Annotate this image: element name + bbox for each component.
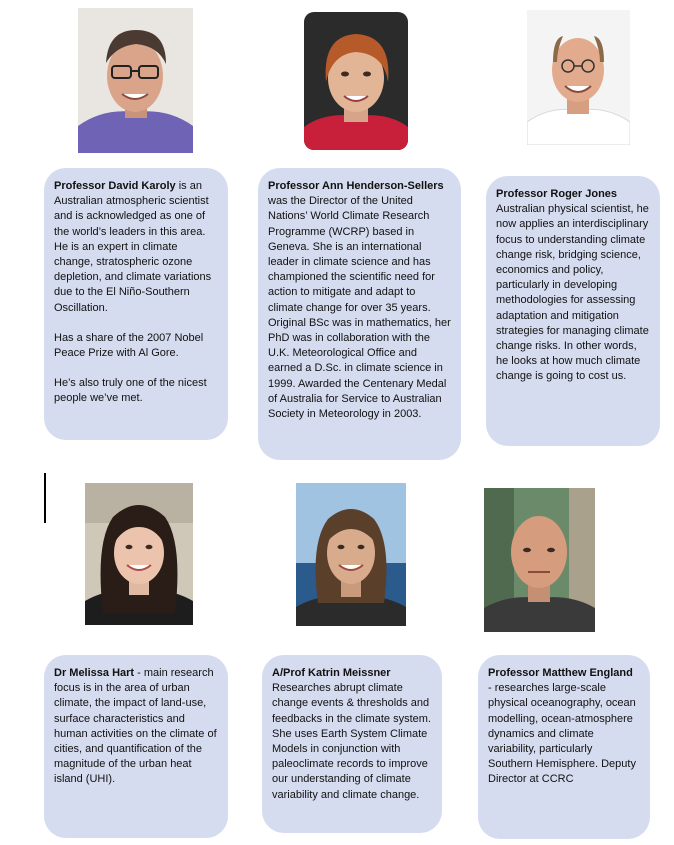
person-bio: was the Director of the United Nations’ World Climate Research Programme (WCRP) based in Geneva. She is an international leader in climate science and has championed the scientific need for action to mitigate and adapt to climate change for over 35 years. Original BSc was in mathematics, her PhD was in collaboration with the U.K. Meteorological Office and earned a D.Sc. in climate science in 1999. Awarded the Centenary Medal of Australia for Service to Australian Society in Meteorology in 2003.	[268, 195, 451, 421]
person-name: Professor Ann Henderson-Sellers	[268, 180, 444, 192]
bio-card-david-karoly	[44, 168, 228, 440]
person-bio: Australian physical scientist, he now applies an interdisciplinary focus to understanding climate change risk, bridging science, economics and policy, particularly in developing methodologies for assessing adaptation and mitigation strategies for managing climate change risks. In other words, he looks at how much climate change is going to cost us.	[496, 203, 649, 383]
portrait-woman-dark-hair-icon	[85, 483, 193, 625]
person-bio: - main research focus is in the area of urban climate, the impact of land-use, surface characteristics and human activities on the climate of cities, and quantification of the magnitude of the urban heat island (UHI).	[54, 667, 217, 786]
person-extra: Has a share of the 2007 Nobel Peace Prize with Al Gore.	[54, 331, 204, 360]
photo-matthew-england	[484, 488, 595, 632]
person-bio: is an Australian atmospheric scientist and is acknowledged as one of the world’s leaders in this area. He is an expert in climate change, stratospheric ozone depletion, and climate variations due to the El Niño-Southern Oscillation.	[54, 180, 212, 314]
person-name: Professor David Karoly	[54, 180, 176, 192]
text-cursor	[44, 473, 46, 523]
photo-katrin-meissner	[296, 483, 406, 626]
person-name: Professor Roger Jones	[496, 188, 618, 200]
photo-melissa-hart	[85, 483, 193, 625]
portrait-woman-ocean-icon	[296, 483, 406, 626]
portrait-woman-short-hair-icon	[304, 12, 408, 150]
person-bio: Researches abrupt climate change events & thresholds and feedbacks in the climate system. She uses Earth System Climate Models in conjunction with paleoclimate records to improve our understanding of climate variability and climate change.	[272, 682, 431, 801]
bio-card-roger-jones	[486, 176, 660, 446]
photo-ann-henderson-sellers	[304, 12, 408, 150]
bio-card-katrin-meissner	[262, 655, 442, 833]
portrait-man-white-shirt-icon	[527, 10, 630, 145]
bio-card-melissa-hart	[44, 655, 228, 838]
person-extra: He’s also truly one of the nicest people we’ve met.	[54, 377, 207, 405]
person-name: Dr Melissa Hart	[54, 667, 135, 679]
portrait-man-bald-icon	[484, 488, 595, 632]
bio-card-matthew-england	[478, 655, 650, 839]
person-name: A/Prof Katrin Meissner	[272, 667, 391, 679]
person-name: Professor Matthew England	[488, 667, 633, 679]
photo-roger-jones	[527, 10, 630, 145]
portrait-man-glasses-icon	[78, 8, 193, 153]
bio-card-ann-henderson-sellers	[258, 168, 461, 460]
person-bio: - researches large-scale physical oceanography, ocean modelling, ocean-atmosphere dynamics and climate variability, particularly Southern Hemisphere. Deputy Director at CCRC	[488, 682, 636, 786]
photo-david-karoly	[78, 8, 193, 153]
